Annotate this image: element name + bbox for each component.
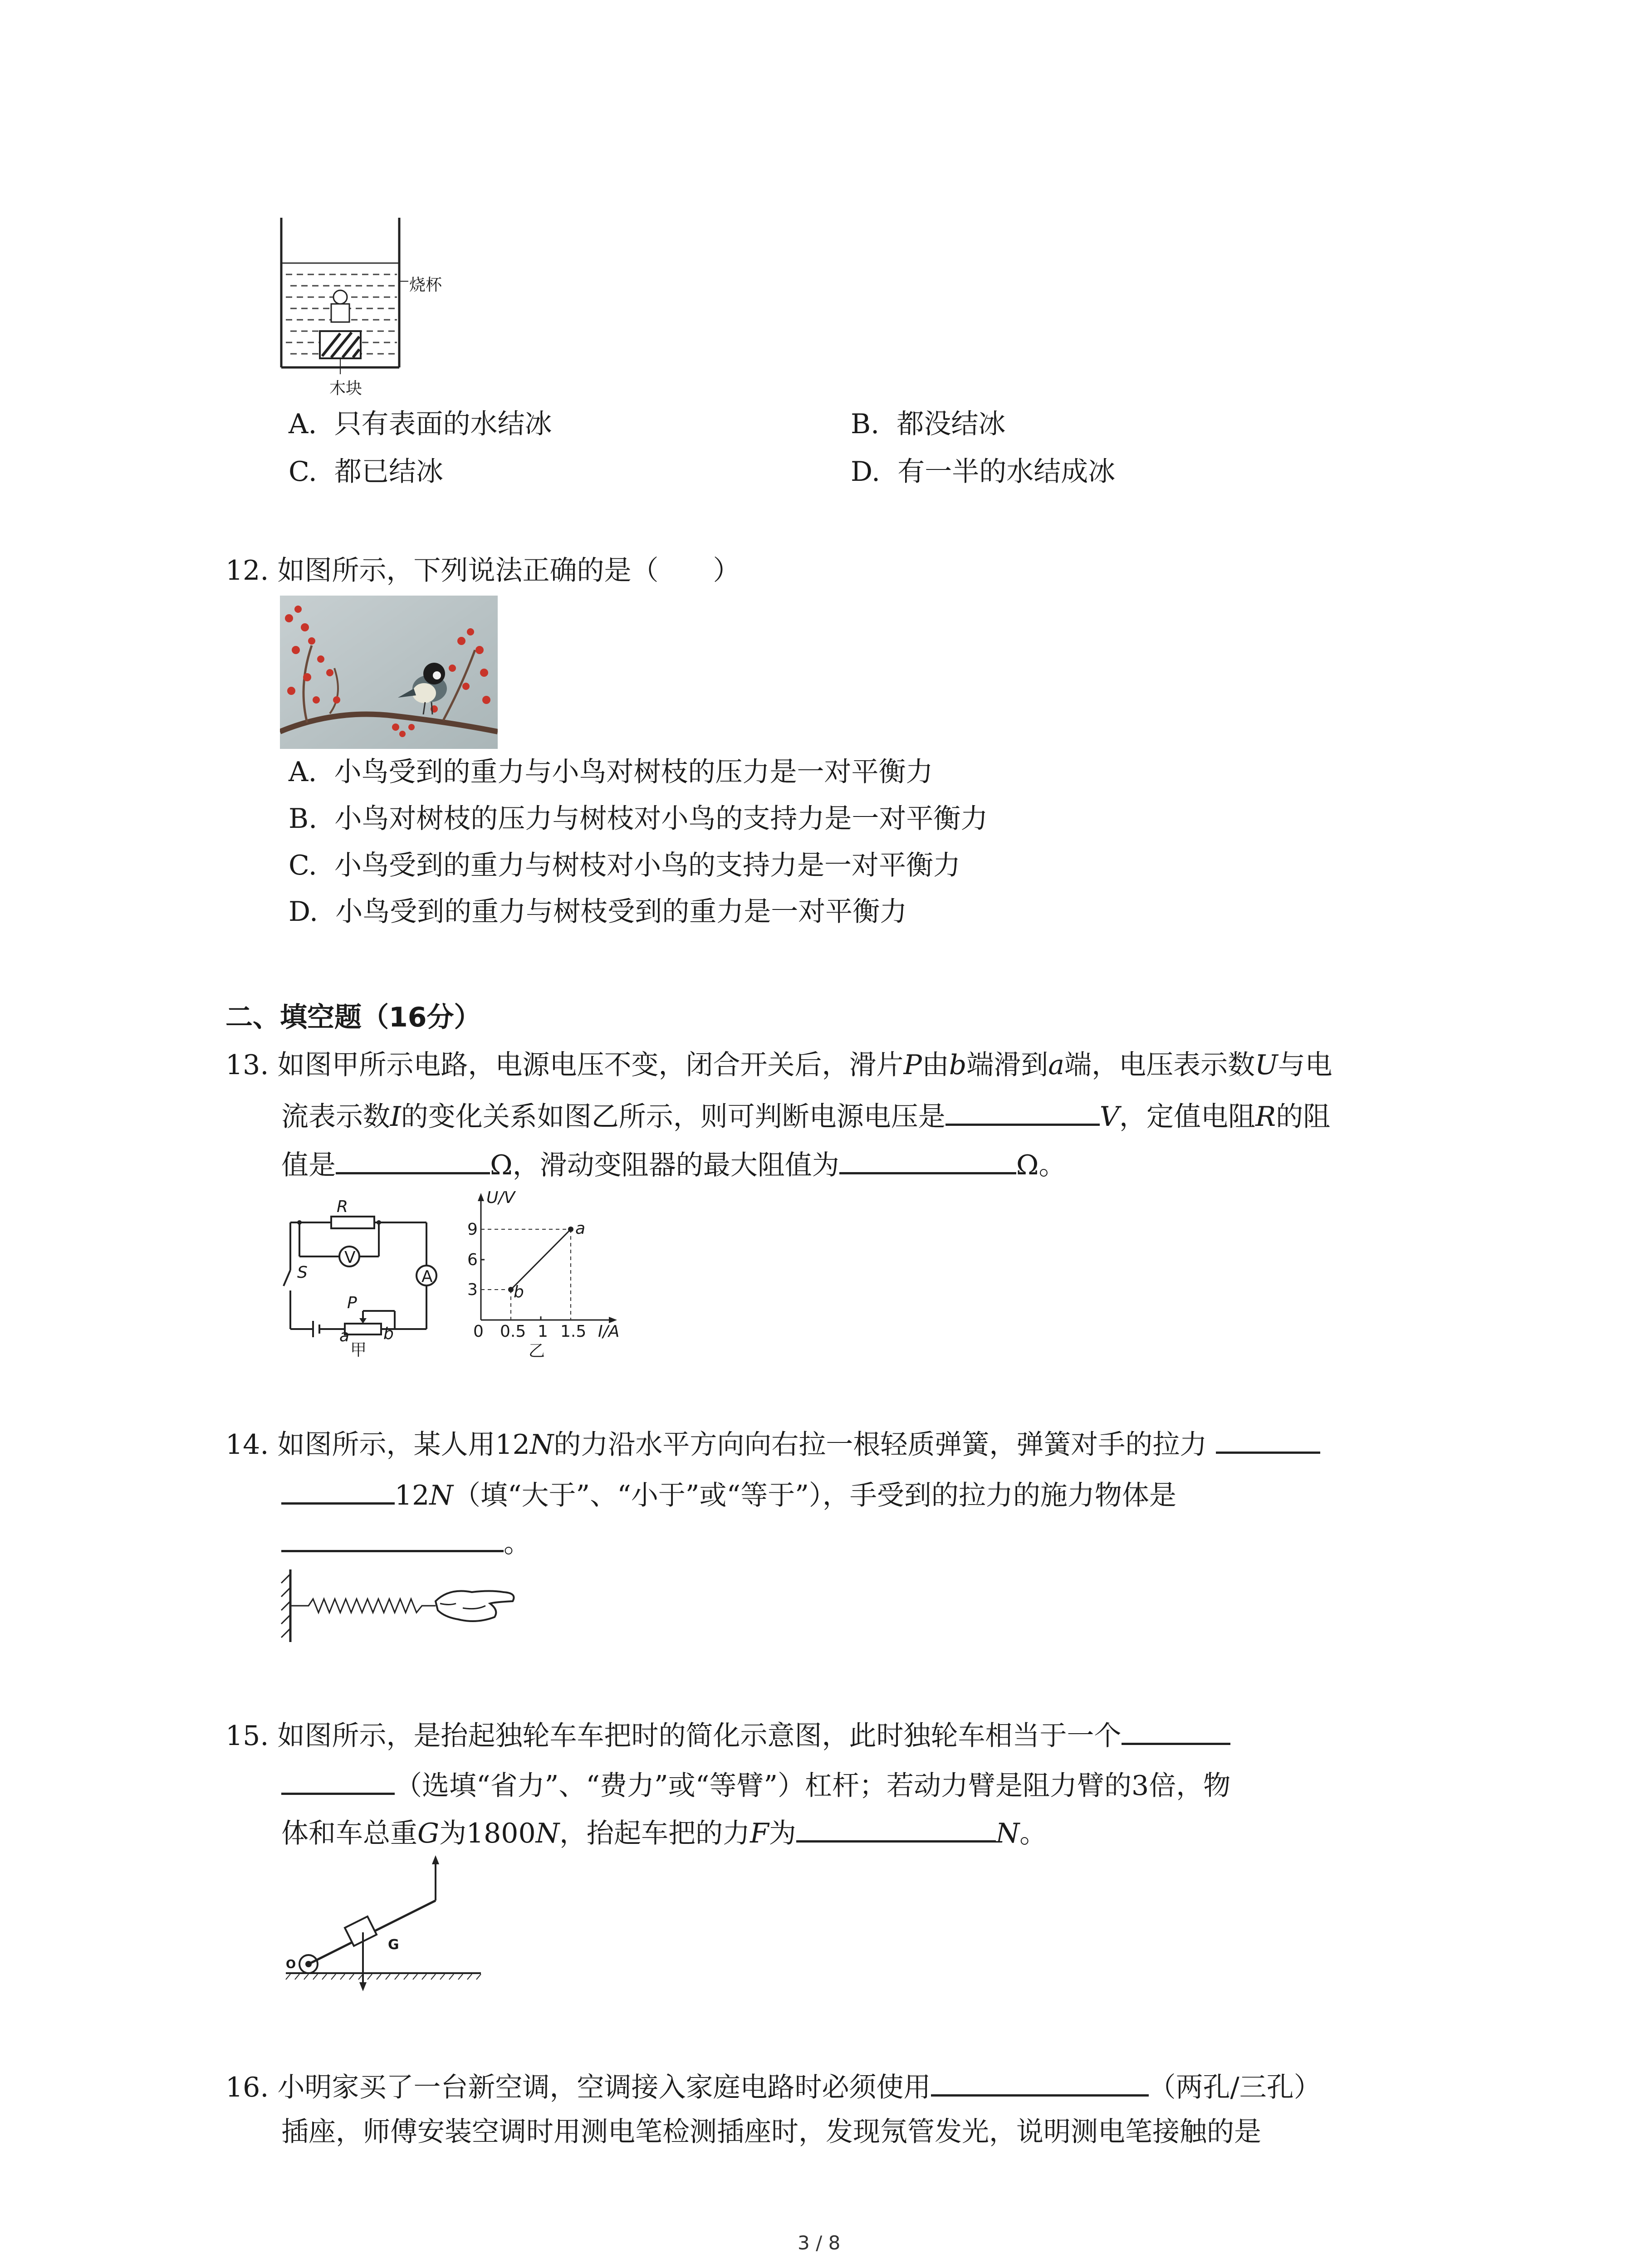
graph-xlabel: I/A (598, 1322, 620, 1341)
q12-stem: 12. 如图所示，下列说法正确的是（ ） (225, 555, 740, 587)
graph-xtick-1: 1 (538, 1322, 548, 1341)
graph-ytick-6: 6 (467, 1251, 478, 1269)
graph-point-a: a (575, 1219, 586, 1238)
q15-blank-force[interactable] (796, 1817, 996, 1843)
wheelbarrow-figure (277, 1851, 495, 1996)
section-title: 二、填空题（16分） (225, 1002, 481, 1033)
option-c: C. 都已结冰 (289, 456, 443, 488)
wheelbarrow-g-label: G (388, 1937, 399, 1953)
circuit-a-end: a (339, 1327, 350, 1345)
q14-blank-force-b[interactable] (281, 1479, 395, 1505)
q13-line3: 值是 Ω，滑动变阻器的最大阻值为 Ω。 (281, 1149, 1066, 1181)
q12-option-d: D. 小鸟受到的重力与树枝受到的重力是一对平衡力 (289, 896, 907, 928)
q13-blank-resistance[interactable] (336, 1149, 490, 1174)
q13-blank-voltage[interactable] (945, 1100, 1100, 1126)
q14-line1: 14. 如图所示，某人用12N的力沿水平方向向右拉一根轻质弹簧，弹簧对手的拉力 (225, 1428, 1320, 1458)
circuit-r-label: R (337, 1198, 348, 1216)
q15-line2: （选填“省力”、“费力”或“等臂”）杠杆；若动力臂是阻力臂的3倍，物 (281, 1769, 1230, 1799)
graph-xtick-0: 0 (473, 1322, 484, 1341)
wheelbarrow-o-label: O (286, 1958, 296, 1971)
graph-xtick-1.5: 1.5 (560, 1322, 587, 1341)
ui-graph (463, 1188, 635, 1338)
graph-ytick-9: 9 (467, 1220, 478, 1239)
q13-line1: 13. 如图甲所示电路，电源电压不变，闭合开关后，滑片P由b端滑到a端，电压表示数U与电 (225, 1049, 1332, 1081)
q15-line1: 15. 如图所示，是抬起独轮车车把时的简化示意图，此时独轮车相当于一个 (225, 1719, 1230, 1750)
circuit-caption: 甲 (350, 1341, 367, 1359)
page-number: 3 / 8 (798, 2232, 841, 2254)
circuit-v-label: V (344, 1248, 356, 1267)
q16-blank-socket[interactable] (931, 2071, 1149, 2097)
graph-caption: 乙 (529, 1342, 545, 1360)
q14-blank-force-a[interactable] (1216, 1428, 1320, 1454)
q14-line3: 。 (281, 1526, 531, 1557)
q14-blank-source[interactable] (281, 1526, 504, 1552)
circuit-s-label: S (297, 1263, 308, 1282)
graph-xtick-0.5: 0.5 (500, 1322, 526, 1341)
q12-option-c: C. 小鸟受到的重力与树枝对小鸟的支持力是一对平衡力 (289, 850, 960, 881)
circuit-b-end: b (383, 1325, 394, 1343)
circuit-p-label: P (347, 1294, 357, 1312)
q14-line2: 12N（填“大于”、“小于”或“等于”），手受到的拉力的施力物体是 (281, 1479, 1176, 1509)
q15-line3: 体和车总重G为1800N，抬起车把的力F为 N。 (281, 1818, 1047, 1849)
bird-photo (280, 596, 498, 749)
beaker-figure (272, 213, 463, 404)
q15-blank-lever-a[interactable] (1122, 1719, 1230, 1745)
graph-ytick-3: 3 (467, 1281, 478, 1299)
graph-ylabel: U/V (486, 1188, 515, 1207)
option-a: A. 只有表面的水结冰 (289, 408, 552, 440)
circuit-a-label: A (421, 1267, 433, 1286)
q16-line2: 插座，师傅安装空调时用测电笔检测插座时，发现氖管发光，说明测电笔接触的是 (281, 2116, 1261, 2148)
q15-blank-lever-b[interactable] (281, 1769, 395, 1795)
q12-option-b: B. 小鸟对树枝的压力与树枝对小鸟的支持力是一对平衡力 (289, 803, 988, 835)
q13-line2: 流表示数I的变化关系如图乙所示，则可判断电源电压是 V，定值电阻R的阻 (281, 1101, 1331, 1133)
q13-blank-max-resistance[interactable] (839, 1149, 1016, 1174)
graph-point-b: b (514, 1283, 524, 1301)
q16-line1: 16. 小明家买了一台新空调，空调接入家庭电路时必须使用 （两孔/三孔） (225, 2072, 1321, 2103)
beaker-label: 烧杯 (409, 276, 442, 294)
spring-figure (277, 1560, 531, 1651)
block-label: 木块 (329, 379, 362, 398)
option-b: B. 都没结冰 (851, 408, 1006, 440)
q12-option-a: A. 小鸟受到的重力与小鸟对树枝的压力是一对平衡力 (289, 756, 933, 788)
option-d: D. 有一半的水结成冰 (851, 456, 1116, 488)
